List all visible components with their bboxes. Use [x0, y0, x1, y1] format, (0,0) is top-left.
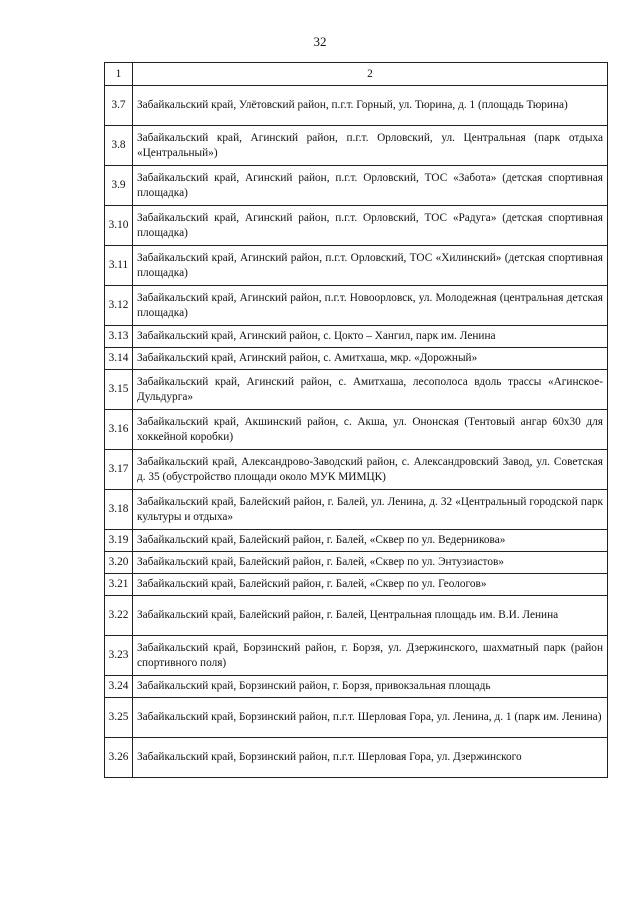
table-row [105, 286, 608, 326]
table-row [105, 738, 608, 778]
row-number: 3.22 [105, 596, 133, 636]
row-address: Забайкальский край, Борзинский район, п.г.т. Шерловая Гора, ул. Ленина, д. 1 (парк им. Ленина) [133, 698, 608, 738]
row-number: 3.11 [105, 246, 133, 286]
table-row [105, 370, 608, 410]
table-body [105, 86, 608, 778]
row-number: 3.17 [105, 450, 133, 490]
table-row [105, 698, 608, 738]
table-row [105, 326, 608, 348]
row-address: Забайкальский край, Агинский район, п.г.т. Орловский, ТОС «Забота» (детская спортивная площадка) [133, 166, 608, 206]
table-row [105, 166, 608, 206]
table-row [105, 246, 608, 286]
row-address: Забайкальский край, Агинский район, с. Амитхаша, лесополоса вдоль трассы «Агинское-Дульдурга» [133, 370, 608, 410]
row-address: Забайкальский край, Агинский район, с. Амитхаша, мкр. «Дорожный» [133, 348, 608, 370]
table-row [105, 596, 608, 636]
row-number: 3.7 [105, 86, 133, 126]
row-number: 3.16 [105, 410, 133, 450]
table-row [105, 530, 608, 552]
row-number: 3.10 [105, 206, 133, 246]
row-address: Забайкальский край, Балейский район, г. Балей, Центральная площадь им. В.И. Ленина [133, 596, 608, 636]
row-address: Забайкальский край, Агинский район, п.г.т. Новоорловск, ул. Молодежная (центральная детская площадка) [133, 286, 608, 326]
row-address: Забайкальский край, Балейский район, г. Балей, «Сквер по ул. Геологов» [133, 574, 608, 596]
table-row [105, 552, 608, 574]
table-row [105, 86, 608, 126]
row-address: Забайкальский край, Агинский район, с. Цокто – Хангил, парк им. Ленина [133, 326, 608, 348]
row-address: Забайкальский край, Борзинский район, г. Борзя, ул. Дзержинского, шахматный парк (район спортивного поля) [133, 636, 608, 676]
table-row [105, 126, 608, 166]
row-number: 3.23 [105, 636, 133, 676]
row-address: Забайкальский край, Улётовский район, п.г.т. Горный, ул. Тюрина, д. 1 (площадь Тюрина) [133, 86, 608, 126]
table-row [105, 490, 608, 530]
address-table [104, 62, 608, 778]
row-address: Забайкальский край, Агинский район, п.г.т. Орловский, ТОС «Хилинский» (детская спортивная площадка) [133, 246, 608, 286]
page-number: 32 [313, 34, 327, 49]
row-address: Забайкальский край, Борзинский район, г. Борзя, привокзальная площадь [133, 676, 608, 698]
row-address: Забайкальский край, Агинский район, п.г.т. Орловский, ул. Центральная (парк отдыха «Центральный») [133, 126, 608, 166]
row-address: Забайкальский край, Балейский район, г. Балей, «Сквер по ул. Ведерникова» [133, 530, 608, 552]
table-row [105, 410, 608, 450]
row-number: 3.13 [105, 326, 133, 348]
row-number: 3.9 [105, 166, 133, 206]
row-address: Забайкальский край, Агинский район, п.г.т. Орловский, ТОС «Радуга» (детская спортивная площадка) [133, 206, 608, 246]
column-header-address: 2 [133, 63, 608, 86]
row-address: Забайкальский край, Александрово-Заводский район, с. Александровский Завод, ул. Советская д. 35 (обустройство площади около МУК МИМЦК) [133, 450, 608, 490]
row-number: 3.19 [105, 530, 133, 552]
row-number: 3.12 [105, 286, 133, 326]
row-number: 3.20 [105, 552, 133, 574]
table-row [105, 348, 608, 370]
row-number: 3.15 [105, 370, 133, 410]
table-row [105, 676, 608, 698]
row-address: Забайкальский край, Балейский район, г. Балей, ул. Ленина, д. 32 «Центральный городской парк культуры и отдыха» [133, 490, 608, 530]
row-address: Забайкальский край, Акшинский район, с. Акша, ул. Ононская (Тентовый ангар 60х30 для хоккейной коробки) [133, 410, 608, 450]
row-number: 3.25 [105, 698, 133, 738]
table-header-row [105, 63, 608, 86]
row-number: 3.26 [105, 738, 133, 778]
table-row [105, 206, 608, 246]
column-header-number: 1 [105, 63, 133, 86]
table-row [105, 450, 608, 490]
row-number: 3.8 [105, 126, 133, 166]
row-number: 3.18 [105, 490, 133, 530]
table-row [105, 574, 608, 596]
row-number: 3.14 [105, 348, 133, 370]
row-number: 3.24 [105, 676, 133, 698]
row-address: Забайкальский край, Борзинский район, п.г.т. Шерловая Гора, ул. Дзержинского [133, 738, 608, 778]
row-address: Забайкальский край, Балейский район, г. Балей, «Сквер по ул. Энтузиастов» [133, 552, 608, 574]
table-row [105, 636, 608, 676]
row-number: 3.21 [105, 574, 133, 596]
